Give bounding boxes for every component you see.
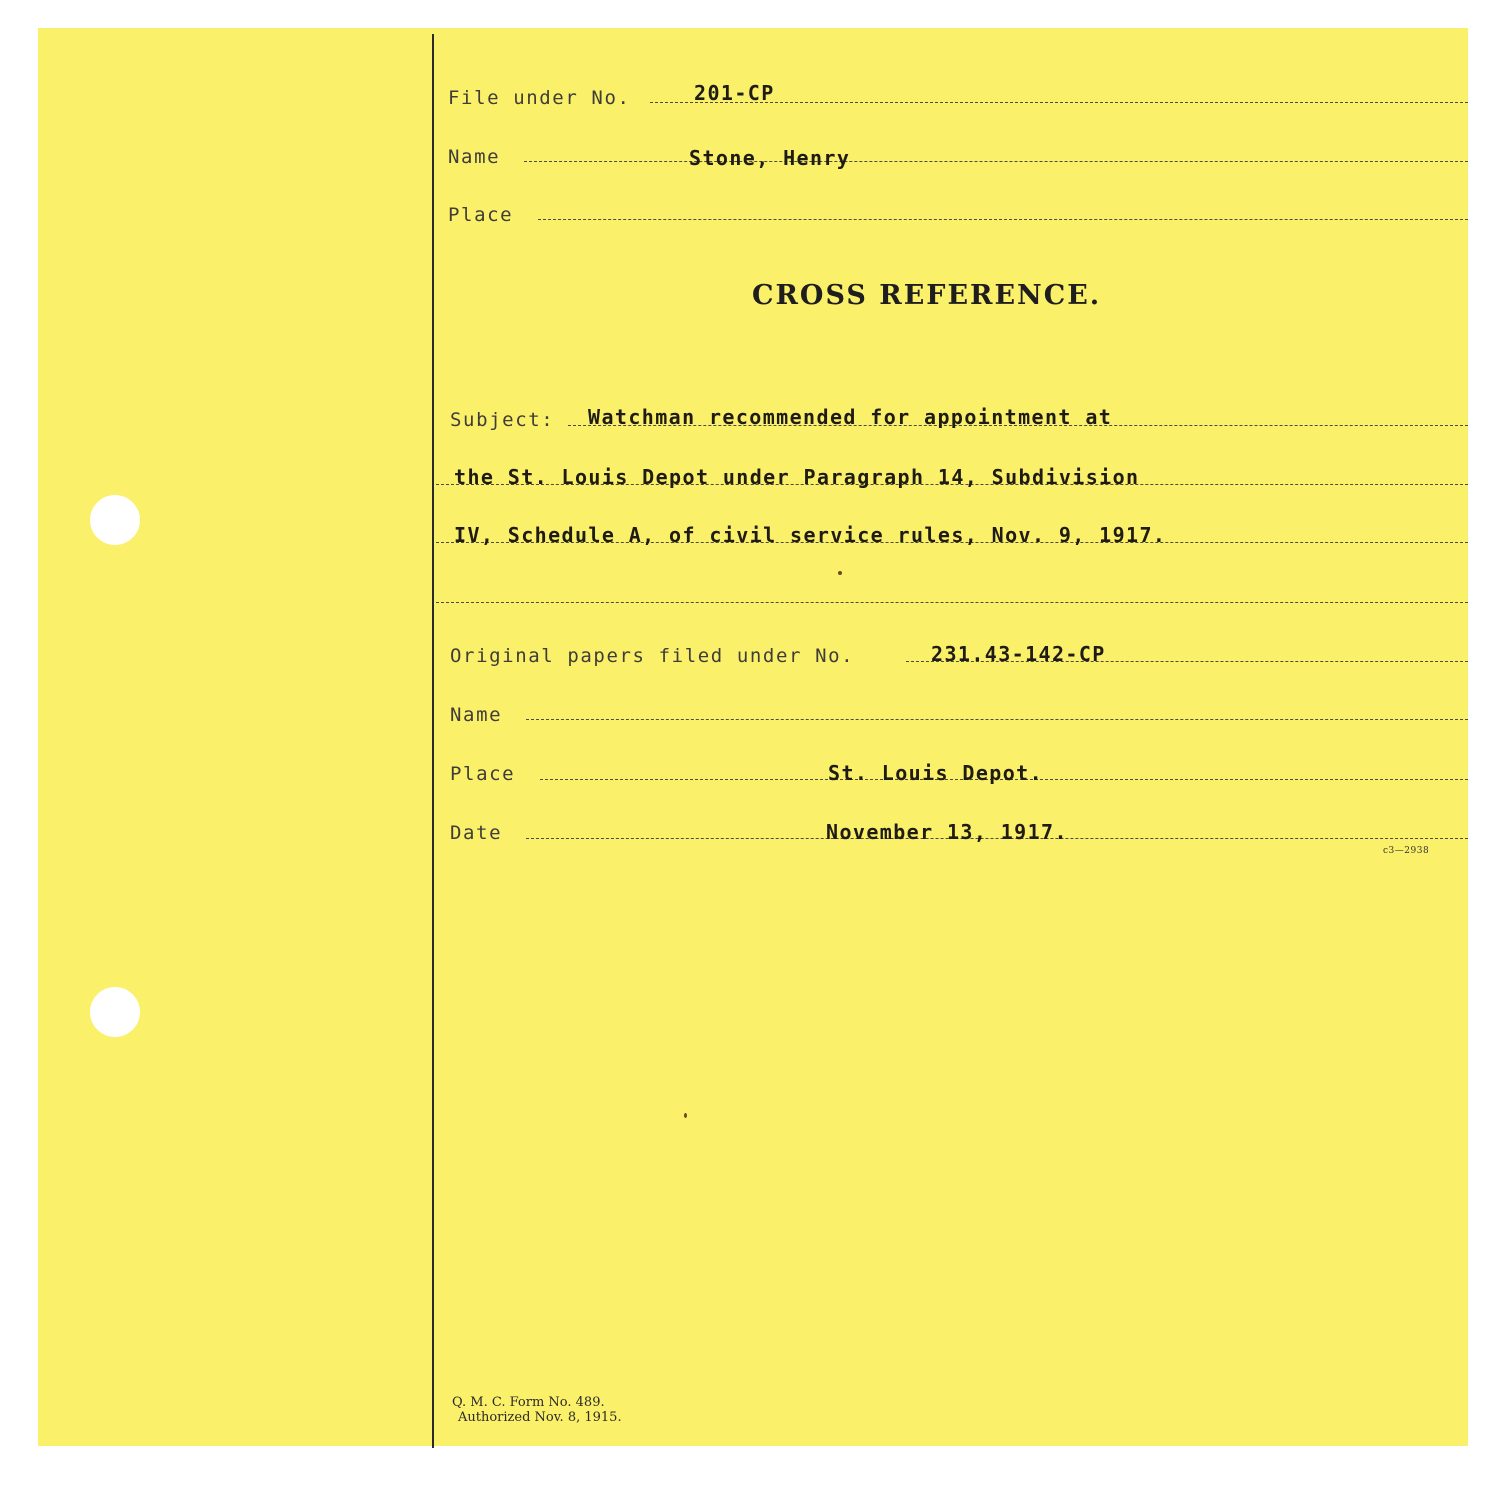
date-label: Date	[450, 822, 503, 844]
file-under-label: File under No.	[448, 87, 631, 109]
margin-rule	[432, 34, 434, 1448]
print-code: c3—2938	[1383, 846, 1430, 856]
orig-name-label: Name	[450, 704, 503, 726]
subject-line-1: Watchman recommended for appointment at	[588, 405, 1113, 429]
cross-reference-card	[38, 28, 1468, 1446]
subject-dots-4	[436, 602, 1468, 603]
form-authorized: Authorized Nov. 8, 1915.	[458, 1410, 622, 1425]
place-dots	[538, 219, 1468, 220]
name-value: Stone, Henry	[689, 146, 851, 170]
form-number: Q. M. C. Form No. 489.	[452, 1395, 605, 1410]
form-title: CROSS REFERENCE.	[752, 280, 1102, 311]
subject-line-3: IV, Schedule A, of civil service rules, Nov. 9, 1917.	[454, 523, 1167, 547]
punch-hole-upper	[90, 495, 140, 545]
subject-label: Subject:	[450, 409, 555, 431]
paper-speck	[684, 1113, 687, 1118]
orig-place-label: Place	[450, 763, 516, 785]
name-dots	[524, 161, 1468, 162]
paper-speck	[838, 571, 842, 575]
original-papers-label: Original papers filed under No.	[450, 645, 855, 667]
file-under-value: 201-CP	[694, 81, 775, 105]
subject-line-2: the St. Louis Depot under Paragraph 14, Subdivision	[454, 465, 1140, 489]
original-papers-value: 231.43-142-CP	[931, 642, 1106, 666]
date-value: November 13, 1917.	[826, 820, 1068, 844]
orig-name-dots	[526, 719, 1468, 720]
punch-hole-lower	[90, 987, 140, 1037]
place-label: Place	[448, 204, 514, 226]
orig-place-value: St. Louis Depot.	[828, 761, 1044, 785]
name-label: Name	[448, 146, 501, 168]
